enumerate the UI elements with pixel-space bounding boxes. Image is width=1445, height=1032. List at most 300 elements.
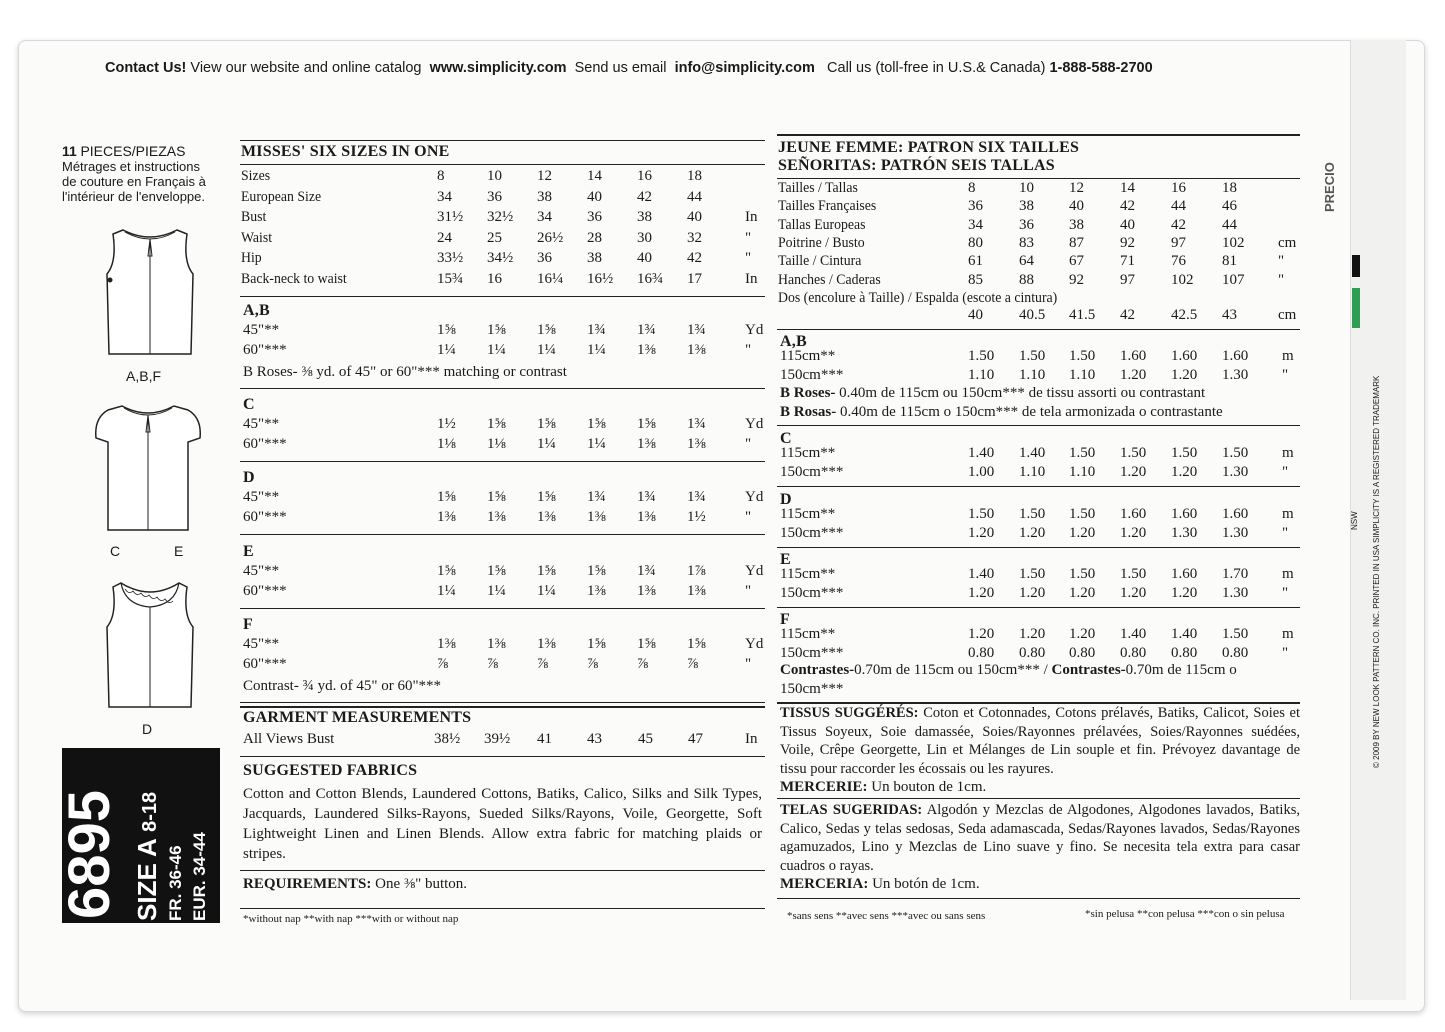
- yardage-cell: 1⅝: [637, 416, 656, 432]
- fabric-width-label: 60"***: [243, 509, 287, 525]
- size-cell: 42: [637, 188, 652, 205]
- rule: [777, 547, 1300, 548]
- unit-cell: In: [745, 270, 758, 287]
- yardage-cell: 1⅜: [537, 509, 556, 525]
- yardage-cell: 1⅝: [537, 416, 556, 432]
- rule: [777, 607, 1300, 608]
- size-cell: 38: [537, 188, 552, 205]
- unit-cell: Yd: [745, 416, 764, 432]
- metre-cell: 1.50: [968, 506, 995, 522]
- metre-cell: 1.20: [1019, 525, 1046, 541]
- metre-cell: 1.20: [1019, 585, 1046, 601]
- yardage-cell: 1⅝: [587, 636, 606, 652]
- yardage-cell: 1⅝: [487, 563, 506, 579]
- size-cell: 40: [587, 188, 602, 205]
- metre-cell: 1.30: [1222, 367, 1249, 383]
- size-row-label: Bust: [241, 209, 267, 225]
- size-cell: 85: [968, 271, 983, 288]
- yardage-cell: 1¼: [437, 342, 456, 358]
- size-cell: 16: [487, 270, 502, 287]
- fabrics-title: SUGGESTED FABRICS: [243, 762, 418, 779]
- size-cell: 28: [587, 229, 602, 246]
- metre-cell: 1.60: [1171, 348, 1198, 364]
- yardage-cell: 1¼: [537, 583, 556, 599]
- yardage-cell: 1⅝: [487, 489, 506, 505]
- dos-cell: 40: [968, 307, 983, 323]
- view-e-label: E: [174, 543, 184, 559]
- rule: [240, 140, 765, 141]
- english-footnote: *without nap **with nap ***with or without nap: [243, 913, 459, 925]
- rule: [240, 164, 765, 165]
- yardage-cell: 1⅜: [687, 583, 706, 599]
- unit-cell: Yd: [745, 489, 764, 505]
- size-cell: 25: [487, 229, 502, 246]
- size-cell: 81: [1222, 253, 1237, 270]
- size-cell: 16: [1171, 180, 1186, 196]
- yardage-cell: 1⅝: [487, 416, 506, 432]
- view-name: F: [780, 611, 790, 628]
- size-cell: 71: [1120, 253, 1135, 270]
- size-cell: 34: [968, 216, 983, 233]
- yardage-cell: 1⅜: [637, 583, 656, 599]
- yardage-cell: ⅞: [637, 656, 649, 672]
- yardage-cell: 1½: [687, 509, 706, 525]
- unit-cell: m: [1282, 626, 1294, 642]
- size-cell: 8: [437, 168, 445, 184]
- size-row-label: Poitrine / Busto: [778, 234, 865, 251]
- garment-cell: 39½: [484, 731, 511, 747]
- unit-cell: ": [1282, 367, 1289, 383]
- dos-cell: 42.5: [1171, 307, 1198, 323]
- metre-cell: 0.80: [1222, 645, 1249, 661]
- size-cell: 36: [587, 209, 602, 225]
- metre-cell: 1.20: [1120, 525, 1147, 541]
- metre-cell: 1.60: [1171, 506, 1198, 522]
- unit-cell: m: [1282, 506, 1294, 522]
- garment-cell: 47: [688, 731, 703, 747]
- rule: [777, 798, 1300, 799]
- size-cell: 16: [637, 168, 652, 184]
- pattern-number-badge: [57, 748, 220, 923]
- size-cell: 12: [537, 168, 552, 184]
- yardage-cell: 1¼: [537, 342, 556, 358]
- metre-cell: 1.20: [1171, 585, 1198, 601]
- unit-cell: In: [745, 731, 758, 747]
- size-cell: 36: [487, 188, 502, 205]
- yardage-cell: 1⅝: [437, 322, 456, 338]
- size-cell: 34½: [487, 250, 514, 266]
- size-cell: 14: [587, 168, 602, 184]
- metre-cell: 1.60: [1120, 348, 1147, 364]
- view-abf-illustration: [95, 222, 205, 362]
- size-cell: 36: [968, 198, 983, 215]
- fabric-width-label: 115cm**: [780, 626, 836, 642]
- metre-cell: 1.50: [1222, 445, 1249, 461]
- unit-cell: ": [1282, 464, 1289, 480]
- email-link[interactable]: info@simplicity.com: [674, 60, 815, 76]
- size-cell: 102: [1222, 234, 1245, 251]
- view-website-text: View our website and online catalog: [190, 60, 422, 76]
- view-d-illustration: [95, 575, 205, 715]
- fabric-width-label: 150cm***: [780, 585, 844, 601]
- view-name: C: [780, 430, 792, 447]
- price-bar-black: [1352, 255, 1360, 277]
- yardage-cell: 1⅝: [537, 489, 556, 505]
- fabric-width-label: 60"***: [243, 436, 287, 452]
- yardage-cell: 1¾: [687, 322, 706, 338]
- metre-cell: 0.80: [1120, 645, 1147, 661]
- size-cell: 107: [1222, 271, 1245, 288]
- metre-cell: 1.20: [1069, 626, 1096, 642]
- metre-cell: 1.40: [968, 566, 995, 582]
- rule: [777, 486, 1300, 487]
- yardage-cell: 1⅝: [587, 416, 606, 432]
- metre-cell: 1.40: [1171, 626, 1198, 642]
- yardage-cell: 1¼: [537, 436, 556, 452]
- contrast-line-2: 150cm***: [780, 681, 844, 697]
- merceria: MERCERIA: Un botón de 1cm.: [780, 876, 980, 892]
- metre-cell: 1.20: [968, 585, 995, 601]
- metre-cell: 1.50: [1120, 566, 1147, 582]
- view-name: A,B: [243, 302, 270, 319]
- unit-cell: ": [1282, 585, 1289, 601]
- view-name: C: [243, 396, 255, 413]
- yardage-cell: 1¼: [587, 436, 606, 452]
- unit-cell: ": [745, 229, 752, 246]
- contact-bar: [105, 60, 1153, 76]
- copyright-text: © 2009 BY NEW LOOK PATTERN CO. INC. PRINTED IN USA SIMPLICITY IS A REGISTERED TRADEMARK: [1372, 375, 1381, 768]
- size-row-label: Waist: [241, 229, 273, 246]
- metre-cell: 1.50: [1171, 445, 1198, 461]
- precio-label: PRECIO: [1322, 162, 1337, 212]
- metre-cell: 1.60: [1222, 348, 1249, 364]
- view-ce-illustration: [88, 398, 208, 538]
- metre-cell: 1.40: [1019, 445, 1046, 461]
- rule: [240, 461, 765, 462]
- unit-cell: Yd: [745, 636, 764, 652]
- size-cell: 32½: [487, 209, 514, 225]
- size-cell: 10: [1019, 180, 1034, 196]
- size-cell: 33½: [437, 250, 464, 266]
- size-cell: 32: [687, 229, 702, 246]
- metre-cell: 1.20: [1120, 464, 1147, 480]
- size-row-label: Tallas Europeas: [778, 216, 866, 233]
- yardage-cell: ⅞: [587, 656, 599, 672]
- rule: [777, 134, 1300, 136]
- mercerie: MERCERIE: Un bouton de 1cm.: [780, 779, 987, 795]
- dos-cell: 41.5: [1069, 307, 1096, 323]
- view-abf-label: A,B,F: [126, 368, 162, 384]
- fabric-width-label: 45"**: [243, 563, 280, 579]
- size-cell: 97: [1120, 271, 1135, 288]
- metre-cell: 1.20: [1069, 585, 1096, 601]
- garment-cell: 41: [537, 731, 552, 747]
- size-cell: 38: [1019, 198, 1034, 215]
- metre-cell: 1.60: [1120, 506, 1147, 522]
- rule: [240, 908, 765, 909]
- unit-cell: m: [1282, 348, 1294, 364]
- view-d-label: D: [142, 721, 153, 737]
- yardage-cell: 1⅜: [587, 509, 606, 525]
- yardage-cell: 1¾: [637, 322, 656, 338]
- metre-cell: 1.10: [968, 367, 995, 383]
- size-cell: 30: [637, 229, 652, 246]
- requirements: [243, 876, 467, 893]
- size-cell: 40: [637, 250, 652, 266]
- size-cell: 42: [1120, 198, 1135, 215]
- rule: [240, 702, 765, 703]
- metre-cell: 1.00: [968, 464, 995, 480]
- yardage-cell: 1⅝: [487, 322, 506, 338]
- english-title: MISSES' SIX SIZES IN ONE: [241, 143, 450, 160]
- size-cell: 18: [1222, 180, 1237, 196]
- size-row-label: Taille / Cintura: [778, 253, 862, 270]
- rule: [240, 870, 765, 871]
- yardage-cell: 1⅛: [487, 436, 506, 452]
- unit-cell: cm: [1278, 307, 1297, 323]
- dos-cell: 43: [1222, 307, 1237, 323]
- size-cell: 61: [968, 253, 983, 270]
- yardage-cell: 1⅝: [587, 563, 606, 579]
- view-name: E: [780, 551, 791, 568]
- size-cell: 14: [1120, 180, 1135, 196]
- view-name: A,B: [780, 333, 807, 350]
- size-cell: 38: [637, 209, 652, 225]
- french-title: JEUNE FEMME: PATRON SIX TAILLES: [778, 139, 1080, 156]
- metre-cell: 1.70: [1222, 566, 1249, 582]
- size-cell: 88: [1019, 271, 1034, 288]
- yardage-cell: 1¾: [587, 489, 606, 505]
- yardage-cell: 1⅜: [437, 509, 456, 525]
- fabric-width-label: 45"**: [243, 489, 280, 505]
- size-cell: 42: [1171, 216, 1186, 233]
- roses-fr: B Roses- 0.40m de 115cm ou 150cm*** de tissu assorti ou contrastant: [780, 385, 1206, 401]
- size-cell: 76: [1171, 253, 1186, 270]
- size-cell: 80: [968, 234, 983, 251]
- size-cell: 38: [1069, 216, 1084, 233]
- unit-cell: ": [745, 583, 752, 599]
- size-cell: 40: [1069, 198, 1084, 215]
- call-text: Call us (toll-free in U.S.& Canada): [827, 60, 1046, 76]
- tissus-block: TISSUS SUGGÉRÉS: Coton et Cotonnades, Cotons prélavés, Batiks, Calicot, Soies et Tissus Soyeux, Soie damassée, Soies/Rayonnes prélavées, Soies/Rayonnes suédées, Voile, Crêpe Georgette, Lin et Mélanges de Lin souple et fin. Prévoyez davantage de tissu pour raccorder les écossais ou les rayures.: [780, 705, 1301, 777]
- unit-cell: ": [1282, 645, 1289, 661]
- yardage-cell: 1⅛: [437, 436, 456, 452]
- size-cell: 46: [1222, 198, 1237, 215]
- metre-cell: 0.80: [1171, 645, 1198, 661]
- fr-sizes: FR. 36-46: [166, 845, 185, 921]
- size-cell: 34: [537, 209, 552, 225]
- rule: [777, 898, 1300, 899]
- size-cell: 16¼: [537, 270, 564, 287]
- size-cell: 18: [687, 168, 702, 184]
- yardage-cell: 1¾: [637, 563, 656, 579]
- yardage-cell: 1⅜: [437, 636, 456, 652]
- yardage-cell: ⅞: [437, 656, 449, 672]
- metre-cell: 1.10: [1019, 464, 1046, 480]
- yardage-cell: 1⅜: [487, 636, 506, 652]
- garment-cell: 43: [587, 731, 602, 747]
- size-row-label: Back-neck to waist: [241, 270, 347, 287]
- requirements-title: REQUIREMENTS:: [243, 876, 372, 892]
- yardage-cell: 1⅜: [637, 436, 656, 452]
- telas-block: TELAS SUGERIDAS: Algodón y Mezclas de Algodones, Algodones lavados, Batiks, Calico, Sedas y telas sedosas, Seda adamascada, Sedas/Rayones lavados, Sedas/Rayones agamuzados, Lino y Mezclas de Lino suave y fino. Se necesita tela extra para casar cuadros o rayas.: [780, 802, 1300, 874]
- size-cell: 102: [1171, 271, 1194, 288]
- garment-label: All Views Bust: [243, 731, 335, 747]
- unit-cell: ": [745, 436, 752, 452]
- metre-cell: 1.20: [1120, 367, 1147, 383]
- yardage-cell: 1⅝: [437, 563, 456, 579]
- dos-cell: 42: [1120, 307, 1135, 323]
- size-cell: 64: [1019, 253, 1034, 270]
- view-c-label: C: [110, 543, 121, 559]
- size-cell: 16¾: [637, 270, 664, 287]
- yardage-cell: 1⅜: [687, 342, 706, 358]
- fabric-width-label: 115cm**: [780, 348, 836, 364]
- requirements-text: One ⅜" button.: [375, 876, 468, 892]
- metre-cell: 1.50: [1222, 626, 1249, 642]
- metre-cell: 1.20: [1069, 525, 1096, 541]
- metre-cell: 1.30: [1222, 585, 1249, 601]
- metre-cell: 1.60: [1222, 506, 1249, 522]
- size-cell: 24: [437, 229, 452, 246]
- size-row-label: European Size: [241, 188, 322, 205]
- metre-cell: 1.50: [1019, 506, 1046, 522]
- size-cell: 42: [687, 250, 702, 266]
- unit-cell: ": [745, 250, 752, 266]
- yardage-cell: 1⅝: [637, 636, 656, 652]
- size-cell: 38: [587, 250, 602, 266]
- yardage-cell: 1⅜: [587, 583, 606, 599]
- fabric-width-label: 115cm**: [780, 566, 836, 582]
- unit-cell: In: [745, 209, 758, 225]
- rule: [240, 608, 765, 609]
- unit-cell: Yd: [745, 563, 764, 579]
- yardage-cell: 1⅝: [437, 489, 456, 505]
- size-cell: 67: [1069, 253, 1084, 270]
- spanish-footnote: *sin pelusa **con pelusa ***con o sin pelusa: [1085, 908, 1285, 920]
- eur-sizes: EUR. 34-44: [190, 832, 209, 921]
- spanish-title: SEÑORITAS: PATRÓN SEIS TALLAS: [778, 157, 1055, 174]
- size-label: SIZE A 8-18: [132, 791, 162, 921]
- size-row-label: Tailles / Tallas: [778, 180, 858, 196]
- unit-cell: ": [1278, 253, 1285, 270]
- yardage-cell: 1¼: [487, 342, 506, 358]
- size-cell: 17: [687, 270, 702, 287]
- size-cell: 8: [968, 180, 976, 196]
- metre-cell: 1.40: [1120, 626, 1147, 642]
- metre-cell: 1.50: [1019, 348, 1046, 364]
- pieces-info: [62, 144, 206, 204]
- metre-cell: 1.20: [1120, 585, 1147, 601]
- roses-es: B Rosas- 0.40m de 115cm o 150cm*** de tela armonizada o contrastante: [780, 404, 1223, 420]
- unit-cell: m: [1282, 566, 1294, 582]
- yardage-cell: 1¼: [487, 583, 506, 599]
- rule: [240, 756, 765, 757]
- size-cell: 36: [1019, 216, 1034, 233]
- metre-cell: 0.80: [1069, 645, 1096, 661]
- unit-cell: m: [1282, 445, 1294, 461]
- yardage-cell: 1¾: [587, 322, 606, 338]
- yardage-cell: 1¾: [637, 489, 656, 505]
- size-cell: 92: [1120, 234, 1135, 251]
- yardage-cell: 1⅞: [687, 563, 706, 579]
- website-link[interactable]: www.simplicity.com: [429, 60, 567, 76]
- size-cell: 12: [1069, 180, 1084, 196]
- metre-cell: 1.20: [1171, 464, 1198, 480]
- pieces-line-2: de couture en Français à: [62, 174, 206, 189]
- size-cell: 44: [1222, 216, 1237, 233]
- yardage-cell: ⅞: [537, 656, 549, 672]
- yardage-cell: 1⅝: [537, 563, 556, 579]
- unit-cell: ": [745, 509, 752, 525]
- pieces-label: PIECES/PIEZAS: [80, 143, 186, 159]
- view-note: Contrast- ¾ yd. of 45" or 60"***: [243, 678, 442, 694]
- nsw-text: NSW: [1350, 511, 1359, 530]
- metre-cell: 1.50: [1069, 566, 1096, 582]
- rule: [240, 706, 765, 708]
- yardage-cell: 1⅜: [637, 342, 656, 358]
- yardage-cell: 1¼: [587, 342, 606, 358]
- yardage-cell: 1⅜: [687, 436, 706, 452]
- garment-cell: 45: [638, 731, 653, 747]
- metre-cell: 1.50: [968, 348, 995, 364]
- fabric-width-label: 45"**: [243, 636, 280, 652]
- yardage-cell: 1⅝: [537, 322, 556, 338]
- phone-number[interactable]: 1-888-588-2700: [1049, 60, 1153, 76]
- fabric-width-label: 115cm**: [780, 445, 836, 461]
- metre-cell: 1.30: [1171, 525, 1198, 541]
- metre-cell: 1.50: [1019, 566, 1046, 582]
- fabric-width-label: 150cm***: [780, 645, 844, 661]
- fabrics-text: Cotton and Cotton Blends, Laundered Cottons, Batiks, Calico, Silks and Silk Types, Jacquards, Laundered Silks-Rayons, Sueded Silks/Rayons, Voile, Georgette, Soft Lightweight Linen and Linen Blends. Allow extra fabric for matching plaids or stripes.: [243, 786, 762, 862]
- yardage-cell: 1⅜: [537, 636, 556, 652]
- rule: [777, 178, 1300, 179]
- metre-cell: 1.20: [1171, 367, 1198, 383]
- yardage-cell: 1½: [437, 416, 456, 432]
- unit-cell: cm: [1278, 234, 1297, 251]
- contact-us-label: Contact Us!: [105, 60, 187, 76]
- yardage-cell: 1⅜: [487, 509, 506, 525]
- unit-cell: ": [745, 656, 752, 672]
- view-name: F: [243, 616, 253, 633]
- metre-cell: 1.50: [1069, 445, 1096, 461]
- size-cell: 36: [537, 250, 552, 266]
- fabric-width-label: 150cm***: [780, 367, 844, 383]
- fabric-width-label: 45"**: [243, 416, 280, 432]
- view-name: E: [243, 543, 254, 560]
- metre-cell: 1.50: [1069, 348, 1096, 364]
- contrast-line: Contrastes-0.70m de 115cm ou 150cm*** / Contrastes-0.70m de 115cm o: [780, 662, 1237, 678]
- size-cell: 83: [1019, 234, 1034, 251]
- size-row-label: Hip: [241, 250, 262, 266]
- dos-label: Dos (encolure à Taille) / Espalda (escote a cintura): [778, 290, 1058, 306]
- fabric-width-label: 115cm**: [780, 506, 836, 522]
- size-cell: 92: [1069, 271, 1084, 288]
- fabric-width-label: 60"***: [243, 583, 287, 599]
- fabric-width-label: 60"***: [243, 342, 287, 358]
- metre-cell: 1.10: [1069, 367, 1096, 383]
- pieces-count: 11: [62, 143, 77, 159]
- metre-cell: 1.60: [1171, 566, 1198, 582]
- metre-cell: 1.20: [968, 525, 995, 541]
- dos-cell: 40.5: [1019, 307, 1046, 323]
- metre-cell: 1.40: [968, 445, 995, 461]
- metre-cell: 1.30: [1222, 525, 1249, 541]
- metre-cell: 1.10: [1069, 464, 1096, 480]
- view-name: D: [780, 491, 792, 508]
- view-note: B Roses- ⅜ yd. of 45" or 60"*** matching or contrast: [243, 364, 567, 380]
- metre-cell: 1.10: [1019, 367, 1046, 383]
